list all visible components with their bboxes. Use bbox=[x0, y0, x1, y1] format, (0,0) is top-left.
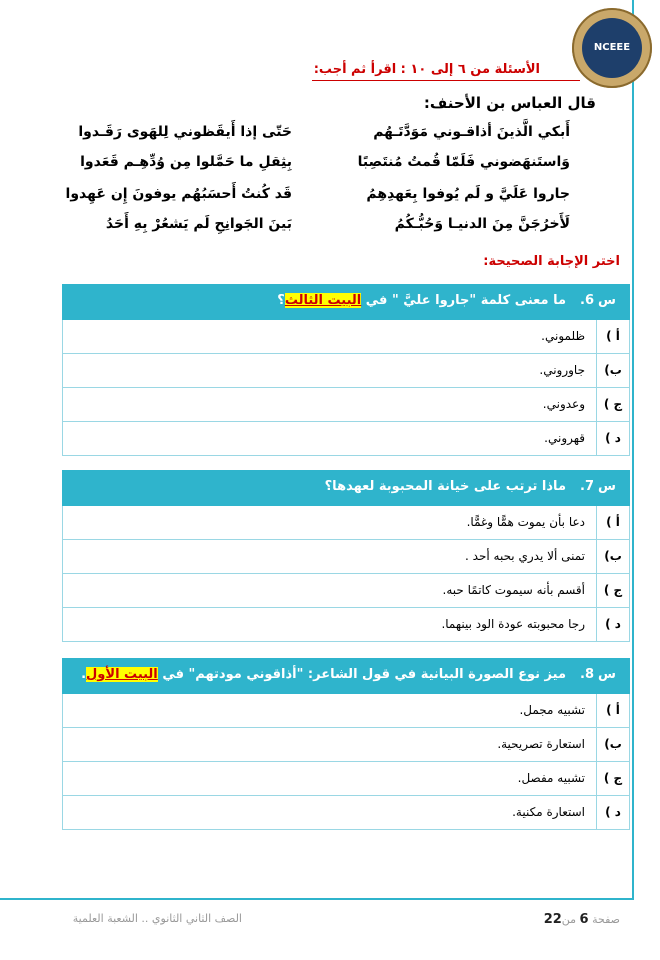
q8-option-d[interactable] bbox=[62, 796, 630, 830]
page-number bbox=[544, 912, 620, 927]
question-8-bar bbox=[62, 658, 630, 694]
q8-option-a[interactable] bbox=[62, 694, 630, 728]
question-7-bar bbox=[62, 470, 630, 506]
q7-option-a[interactable] bbox=[62, 506, 630, 540]
verse-4-left: بَينَ الجَوانِحِ لَم يَشعُرْ بِهِ أَحَدُ bbox=[105, 216, 292, 232]
page-current: 6 bbox=[579, 912, 589, 927]
page-of-word: من bbox=[561, 913, 577, 926]
q8-option-c[interactable] bbox=[62, 762, 630, 796]
question-6-bar bbox=[62, 284, 630, 320]
option-label: ب) bbox=[596, 728, 629, 761]
option-text: جاوروني. bbox=[539, 363, 585, 377]
page-frame-bottom bbox=[0, 898, 634, 900]
verse-3-left: قَد كُنتُ أَحسَبُهُم يوفونَ إِن عَهِدوا bbox=[65, 186, 292, 202]
option-label: ج ) bbox=[596, 574, 629, 607]
verse-2-right: وَاستَنهَضوني فَلَمّا قُمتُ مُنتَصِبًا bbox=[357, 154, 570, 170]
option-label: د ) bbox=[596, 422, 629, 455]
verse-3-right: جاروا عَلَيَّ و لَم يُوفوا بِعَهدِهِمُ bbox=[366, 186, 570, 202]
option-text: تشبيه مجمل. bbox=[519, 703, 585, 717]
question-text-before: ماذا ترتب على خيانة المحبوبة لعهدها؟ bbox=[324, 479, 566, 494]
option-text: استعارة مكنية. bbox=[512, 805, 585, 819]
question-text-after: ؟ bbox=[277, 293, 285, 308]
verse-2-left: بِثِقلِ ما حَمَّلوا مِن وُدِّهِـم قَعَدوا bbox=[80, 154, 292, 170]
grade-label: الصف الثاني الثانوي .. الشعبة العلمية bbox=[72, 912, 242, 925]
option-label: د ) bbox=[596, 608, 629, 641]
q6-option-a[interactable] bbox=[62, 320, 630, 354]
option-text: دعا بأن يموت همًّا وغمًّا. bbox=[466, 515, 585, 529]
verse-1-right: أَبكي الَّذينَ أذاقـوني مَوَدَّتَـهُم bbox=[373, 124, 570, 140]
option-text: قهروني. bbox=[544, 431, 585, 445]
question-number: 6. bbox=[580, 293, 594, 308]
question-text-before: ما معنى كلمة "جاروا عليَّ " في bbox=[365, 293, 566, 308]
option-text: تمنى ألا يدري بحبه أحد . bbox=[465, 549, 585, 563]
nceee-logo bbox=[572, 8, 652, 88]
q7-option-d[interactable] bbox=[62, 608, 630, 642]
option-label: أ ) bbox=[596, 320, 629, 353]
q8-option-b[interactable] bbox=[62, 728, 630, 762]
option-text: استعارة تصريحية. bbox=[497, 737, 585, 751]
question-text-before: ميز نوع الصورة البيانية في قول الشاعر: "أذاقوني مودتهم" في bbox=[162, 667, 566, 682]
option-label: ج ) bbox=[596, 762, 629, 795]
q6-option-b[interactable] bbox=[62, 354, 630, 388]
question-highlight: البيت الأول bbox=[86, 667, 158, 682]
question-number: 8. bbox=[580, 667, 594, 682]
q7-option-c[interactable] bbox=[62, 574, 630, 608]
question-text bbox=[325, 479, 566, 494]
instruction-underline bbox=[312, 80, 580, 81]
question-label: س bbox=[598, 667, 616, 682]
option-label: د ) bbox=[596, 796, 629, 829]
option-label: ب) bbox=[596, 354, 629, 387]
question-text-after: . bbox=[81, 667, 87, 682]
verse-1-left: حَتّى إذا أَيقَظوني لِلهَوى رَقَـدوا bbox=[78, 124, 292, 140]
question-label: س bbox=[598, 293, 616, 308]
q6-option-c[interactable] bbox=[62, 388, 630, 422]
instruction-heading: الأسئلة من ٦ إلى ١٠ : اقرأ ثم أجب: bbox=[313, 62, 540, 77]
question-label: س bbox=[598, 479, 616, 494]
option-text: تشبيه مفصل. bbox=[517, 771, 585, 785]
verse-4-right: لَأَخرُجَنَّ مِنَ الدنيـا وَحُبُّـكُمُ bbox=[394, 216, 570, 232]
page-word: صفحة bbox=[592, 913, 620, 926]
option-label: أ ) bbox=[596, 694, 629, 727]
poet-intro: قال العباس بن الأحنف: bbox=[423, 94, 596, 112]
page-frame-right bbox=[632, 0, 634, 900]
option-text: ظلموني. bbox=[541, 329, 585, 343]
option-text: أقسم بأنه سيموت كاتمًا حبه. bbox=[442, 583, 585, 597]
page-total: 22 bbox=[543, 912, 562, 927]
question-highlight: البيت الثالث bbox=[284, 293, 362, 308]
choose-heading: اختر الإجابة الصحيحة: bbox=[483, 254, 620, 269]
question-text bbox=[277, 293, 566, 308]
option-label: ب) bbox=[596, 540, 629, 573]
logo-text: NCEEE bbox=[593, 42, 631, 53]
option-text: وعدوني. bbox=[542, 397, 585, 411]
question-text bbox=[81, 667, 566, 682]
q7-option-b[interactable] bbox=[62, 540, 630, 574]
q6-option-d[interactable] bbox=[62, 422, 630, 456]
option-text: رجا محبوبته عودة الود بينهما. bbox=[441, 617, 585, 631]
option-label: ج ) bbox=[596, 388, 629, 421]
option-label: أ ) bbox=[596, 506, 629, 539]
question-number: 7. bbox=[580, 479, 594, 494]
